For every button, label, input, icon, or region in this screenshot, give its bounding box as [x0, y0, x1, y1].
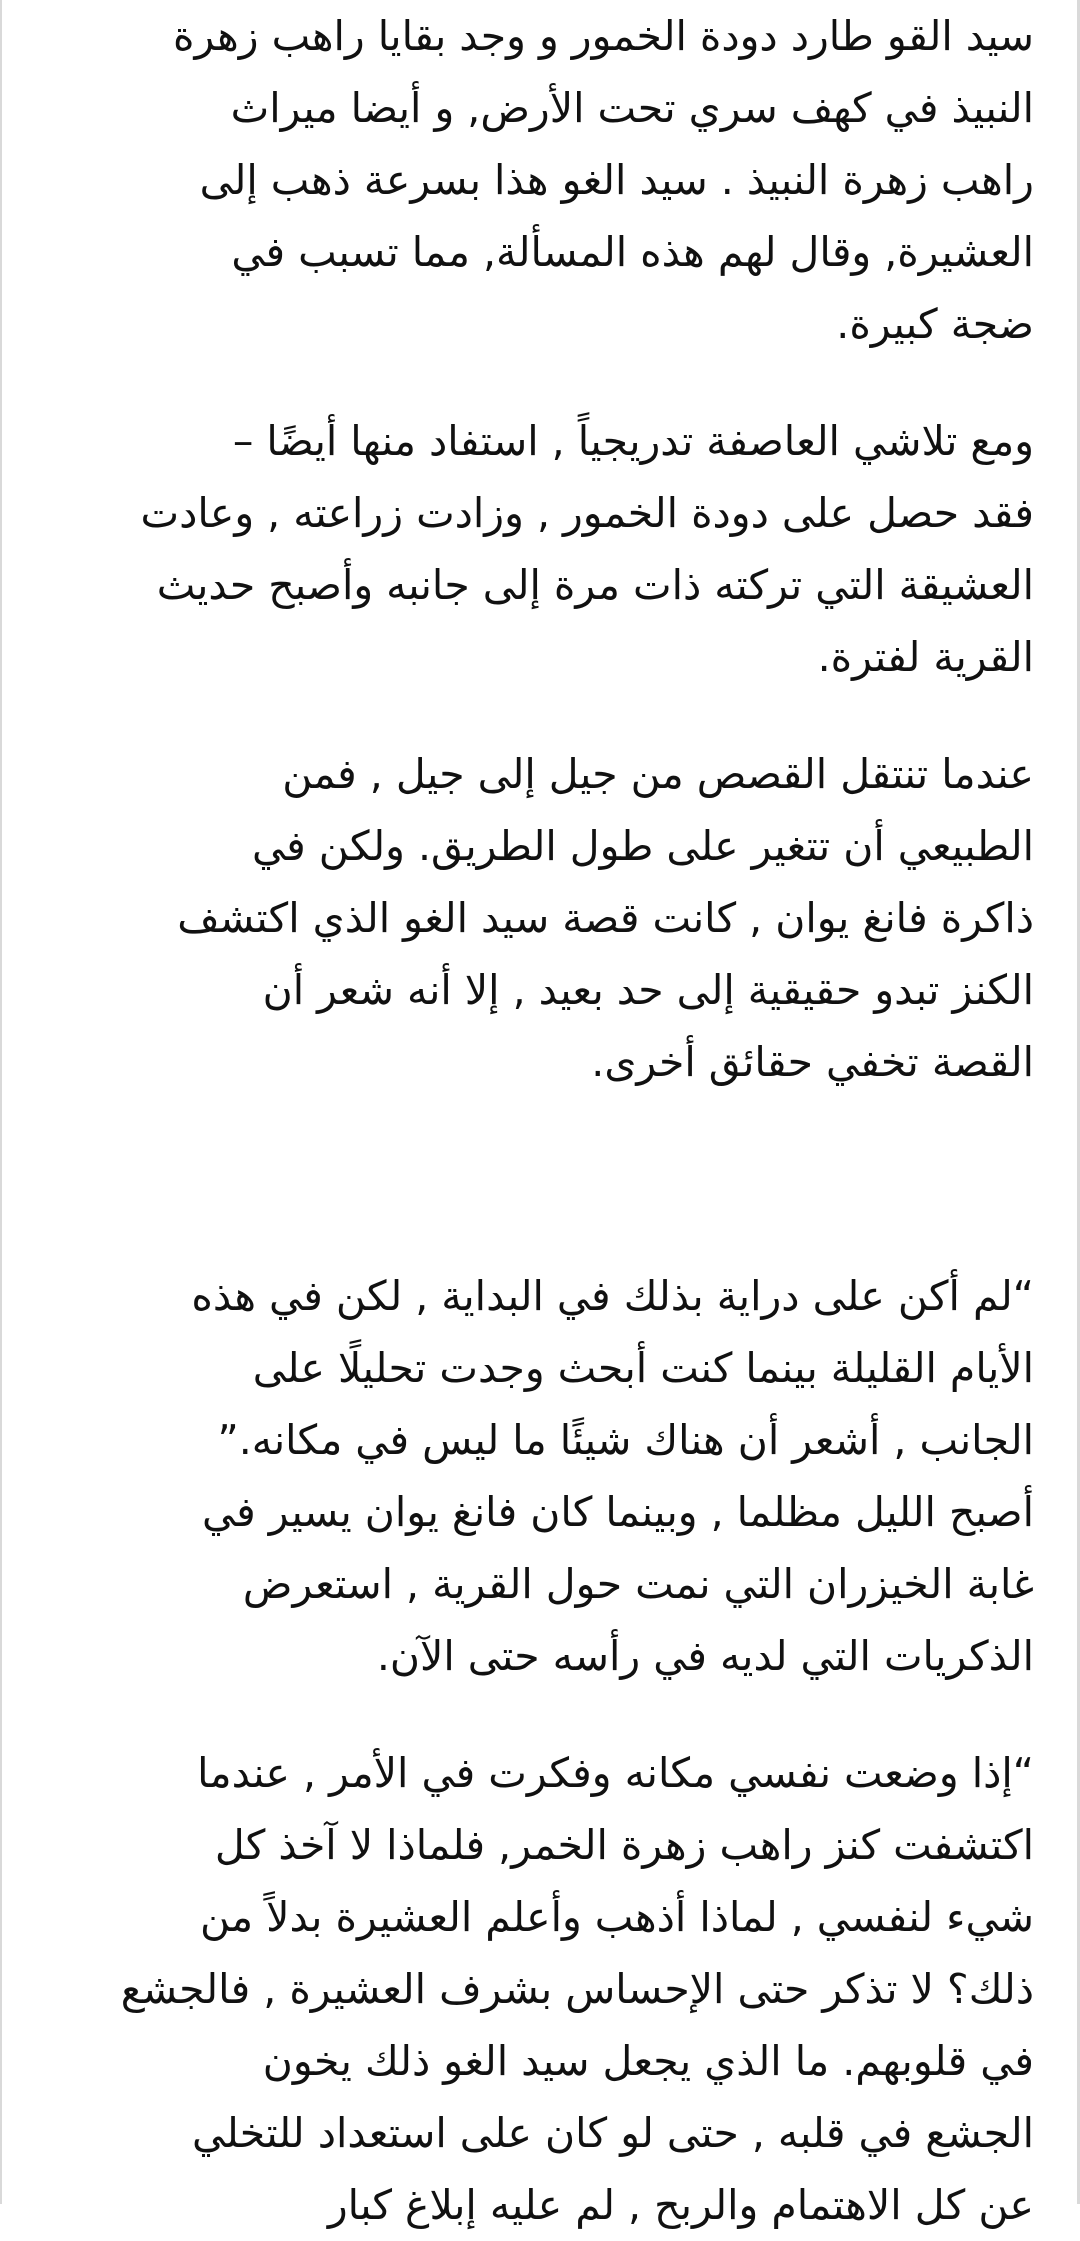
text-line: عن كل الاهتمام والربح , لم عليه إبلاغ كبار	[327, 2181, 1034, 2229]
text-line: ومع تلاشي العاصفة تدريجياً , استفاد منها أيضًا –	[232, 417, 1034, 465]
text-line: الذكريات التي لديه في رأسه حتى الآن.	[376, 1632, 1034, 1680]
text-line: سيد القو طارد دودة الخمور و وجد بقايا راهب زهرة	[173, 12, 1034, 60]
text-line: القرية لفترة.	[817, 633, 1034, 681]
paragraph-5	[50, 1737, 1034, 2241]
paragraph-3	[50, 738, 1034, 1098]
text-line: فقد حصل على دودة الخمور , وزادت زراعته , وعادت	[140, 489, 1034, 537]
paragraph-2	[50, 405, 1034, 693]
text-line: النبيذ في كهف سري تحت الأرض, و أيضا ميراث	[230, 84, 1034, 132]
text-line: “لم أكن على دراية بذلك في البداية , لكن في هذه	[191, 1272, 1034, 1320]
paragraph-4	[50, 1260, 1034, 1692]
paragraph-spacer	[50, 1692, 1034, 1737]
section-spacer	[50, 1098, 1034, 1260]
text-line: العشيقة التي تركته ذات مرة إلى جانبه وأصبح حديث	[156, 561, 1034, 609]
paragraph-spacer	[50, 693, 1034, 738]
text-line: العشيرة, وقال لهم هذه المسألة, مما تسبب في	[231, 228, 1034, 276]
text-line: أصبح الليل مظلما , وبينما كان فانغ يوان يسير في	[201, 1488, 1034, 1536]
text-line: راهب زهرة النبيذ . سيد الغو هذا بسرعة ذهب إلى	[199, 156, 1034, 204]
text-line: في قلوبهم. ما الذي يجعل سيد الغو ذلك يخون	[262, 2037, 1034, 2085]
text-line: شيء لنفسي , لماذا أذهب وأعلم العشيرة بدلاً من	[199, 1893, 1034, 1941]
text-line: القصة تخفي حقائق أخرى.	[591, 1038, 1034, 1086]
text-line: الجانب , أشعر أن هناك شيئًا ما ليس في مكانه.”	[217, 1416, 1034, 1464]
text-line: “إذا وضعت نفسي مكانه وفكرت في الأمر , عندما	[197, 1749, 1034, 1797]
text-line: غابة الخيزران التي نمت حول القرية , استعرض	[242, 1560, 1034, 1608]
paragraph-1	[50, 0, 1034, 360]
text-line: ذاكرة فانغ يوان , كانت قصة سيد الغو الذي اكتشف	[177, 894, 1034, 942]
text-line: ذلك؟ لا تذكر حتى الإحساس بشرف العشيرة , فالجشع	[120, 1965, 1034, 2013]
text-line: ضجة كبيرة.	[836, 300, 1034, 348]
text-line: الأيام القليلة بينما كنت أبحث وجدت تحليلًا على	[252, 1344, 1034, 1392]
text-line: الجشع في قلبه , حتى لو كان على استعداد للتخلي	[192, 2109, 1034, 2157]
text-line: الكنز تبدو حقيقية إلى حد بعيد , إلا أنه شعر أن	[262, 966, 1034, 1014]
paragraph-spacer	[50, 360, 1034, 405]
text-line: الطبيعي أن تتغير على طول الطريق. ولكن في	[251, 822, 1034, 870]
text-line: عندما تنتقل القصص من جيل إلى جيل , فمن	[282, 750, 1034, 798]
text-line: اكتشفت كنز راهب زهرة الخمر, فلماذا لا آخذ كل	[214, 1821, 1034, 1869]
chapter-text	[50, 0, 1034, 2241]
